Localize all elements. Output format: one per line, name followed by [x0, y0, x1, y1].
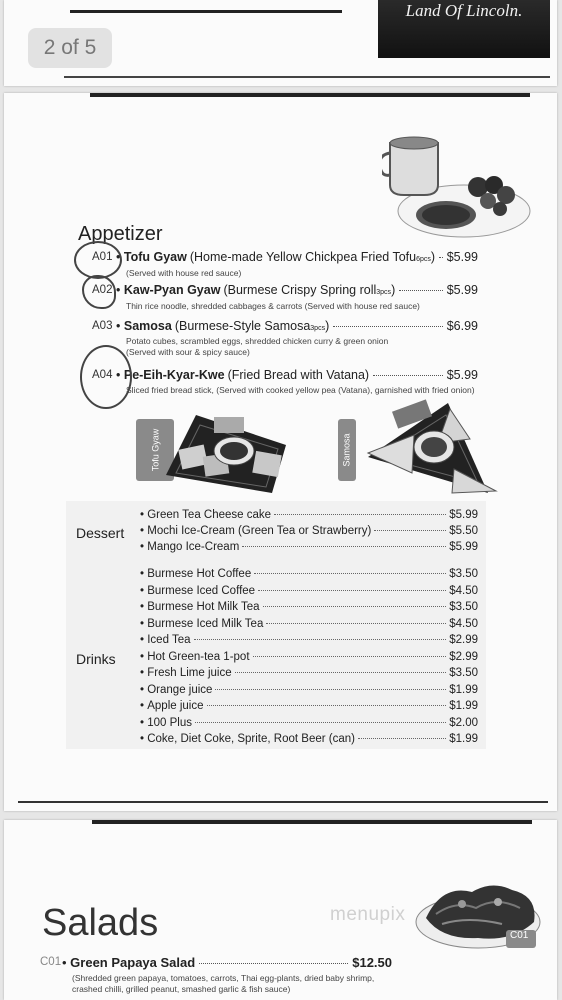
list-item: • Orange juice $1.99: [140, 683, 478, 696]
item-note: Potato cubes, scrambled eggs, shredded chicken curry & green onion: [126, 336, 389, 346]
list-item: • 100 Plus $2.00: [140, 716, 478, 729]
menupix-watermark: menupix: [330, 904, 406, 925]
list-item: • Apple juice $1.99: [140, 700, 478, 712]
appetizer-title: Appetizer: [78, 223, 163, 245]
menu-item-kaw-pyan-gyaw: • Kaw-Pyan Gyaw (Burmese Crispy Spring roll $_{3pcs}$ ) $5.99: [116, 283, 478, 297]
list-item-price: $2.99: [449, 634, 478, 646]
sheet-edge: [64, 76, 550, 78]
samosa-photo: [358, 399, 502, 499]
list-item: • Burmese Iced Milk Tea $4.50: [140, 617, 478, 630]
list-item-name: Apple juice: [147, 700, 204, 712]
list-item-name: Orange juice: [147, 683, 213, 696]
list-item: • Hot Green-tea 1-pot $2.99: [140, 650, 478, 663]
item-name: Samosa: [123, 319, 172, 333]
salads-title: Salads: [42, 902, 159, 944]
photo-label-tofu-gyaw: Tofu Gyaw: [136, 419, 174, 481]
item-close: ): [430, 250, 436, 264]
item-note: Thin rice noodle, shredded cabbages & carrots (Served with house red sauce): [126, 301, 420, 311]
item-code: A03: [92, 320, 113, 332]
item-note-2: crashed chilli, grilled peanut, smashed garlic & fish sauce): [72, 984, 291, 994]
item-price: $12.50: [352, 955, 392, 970]
list-item-price: $1.99: [449, 700, 478, 712]
header-sign-text: Land Of Lincoln.: [405, 1, 523, 20]
pencil-circle-mark: [80, 345, 132, 409]
item-name: Tofu Gyaw: [123, 250, 187, 264]
item-code: C01: [40, 956, 62, 968]
item-desc: (Burmese Crispy Spring roll: [223, 283, 377, 297]
menu-page-3: [4, 820, 557, 1000]
list-item-price: $3.50: [449, 601, 478, 613]
list-item-name: Mango Ice-Cream: [147, 541, 240, 553]
item-desc: (Burmese-Style Samosa: [174, 319, 311, 333]
photo-label-samosa: Samosa: [338, 419, 356, 481]
item-note-2: (Served with sour & spicy sauce): [126, 347, 250, 357]
salad-photo-code: C01: [510, 930, 529, 941]
item-name: Kaw-Pyan Gyaw: [123, 283, 221, 297]
item-note: Sliced fried bread stick, (Served with cooked yellow pea (Vatana), garnished with fried onion): [126, 385, 475, 395]
list-item: • Burmese Iced Coffee $4.50: [140, 584, 478, 597]
item-code: A01: [92, 251, 113, 263]
list-item-price: $3.50: [449, 568, 478, 580]
menu-item-pe-eih-kyar-kwe: • Pe-Eih-Kyar-Kwe (Fried Bread with Vatana) $5.99: [116, 368, 478, 382]
list-item-price: $3.50: [449, 667, 478, 679]
list-item-price: $5.50: [449, 525, 478, 537]
item-note: (Shredded green papaya, tomatoes, carrots, Thai egg-plants, dried baby shrimp,: [72, 973, 375, 983]
list-item-name: Burmese Hot Milk Tea: [147, 601, 260, 613]
item-name: Green Papaya Salad: [70, 955, 196, 970]
list-item: • Iced Tea $2.99: [140, 634, 478, 646]
list-item-name: Fresh Lime juice: [147, 667, 232, 679]
item-desc: (Home-made Yellow Chickpea Fried Tofu: [189, 250, 417, 264]
menu-item-samosa: • Samosa (Burmese-Style Samosa $_{3pcs}$ ) $6.99: [116, 319, 478, 333]
page-counter-text: 2 of 5: [43, 36, 97, 59]
list-item-price: $4.50: [449, 617, 478, 630]
list-item-name: Hot Green-tea 1-pot: [147, 650, 250, 663]
list-item-name: Iced Tea: [147, 634, 191, 646]
list-item-price: $1.99: [449, 683, 478, 696]
list-item-name: Mochi Ice-Cream (Green Tea or Strawberry): [147, 525, 372, 537]
green-papaya-salad-photo: [412, 878, 546, 954]
list-item: • Fresh Lime juice $3.50: [140, 667, 478, 679]
page-top-rule: [92, 820, 532, 824]
list-item: • Green Tea Cheese cake $5.99: [140, 509, 478, 521]
item-qty: 3pcs: [376, 289, 392, 296]
item-qty: 6pcs: [416, 256, 431, 263]
list-item-price: $2.99: [449, 650, 478, 663]
list-item-name: Green Tea Cheese cake: [147, 509, 272, 521]
list-item: • Mango Ice-Cream $5.99: [140, 541, 478, 553]
list-item-price: $1.99: [449, 733, 478, 745]
pencil-circle-mark: [74, 241, 122, 279]
pencil-circle-mark: [82, 275, 116, 309]
item-price: $6.99: [446, 319, 478, 333]
item-price: $5.99: [446, 368, 478, 382]
list-item-price: $4.50: [449, 584, 478, 597]
drinks-label: Drinks: [76, 651, 116, 667]
item-name: Pe-Eih-Kyar-Kwe: [123, 368, 225, 382]
item-desc: (Fried Bread with Vatana): [227, 368, 370, 382]
dessert-label: Dessert: [76, 525, 125, 541]
header-rule: [70, 10, 342, 13]
list-item-name: Coke, Diet Coke, Sprite, Root Beer (can): [147, 733, 355, 745]
header-sign: [378, 0, 550, 58]
list-item-price: $5.99: [449, 541, 478, 553]
list-item-name: Burmese Iced Milk Tea: [147, 617, 264, 630]
item-code: A04: [92, 369, 113, 381]
list-item-name: Burmese Iced Coffee: [147, 584, 256, 597]
item-price: $5.99: [446, 250, 478, 264]
item-qty: 3pcs: [310, 325, 326, 332]
list-item-name: Burmese Hot Coffee: [147, 568, 252, 580]
page-bottom-rule: [18, 801, 548, 803]
list-item: • Mochi Ice-Cream (Green Tea or Strawberry) $5.50: [140, 525, 478, 537]
list-item: • Burmese Hot Coffee $3.50: [140, 568, 478, 580]
menu-page-2: [4, 93, 557, 811]
item-note: (Served with house red sauce): [126, 268, 242, 278]
list-item: • Burmese Hot Milk Tea $3.50: [140, 601, 478, 613]
page-top-rule: [90, 93, 530, 97]
tea-snack-photo: [382, 129, 532, 241]
list-item-price: $2.00: [449, 716, 478, 729]
page-counter: [28, 28, 112, 68]
item-close: ): [325, 319, 330, 333]
item-price: $5.99: [446, 283, 478, 297]
item-close: ): [391, 283, 396, 297]
menu-item-tofu-gyaw: • Tofu Gyaw (Home-made Yellow Chickpea Fried Tofu $_{6pcs}$ ) $5.99: [116, 250, 478, 264]
list-item-price: $5.99: [449, 509, 478, 521]
list-item-name: 100 Plus: [147, 716, 192, 729]
item-code: A02: [92, 284, 113, 296]
menu-item-green-papaya-salad: • Green Papaya Salad $12.50: [62, 955, 392, 970]
tofu-gyaw-photo: [160, 405, 302, 497]
list-item: • Coke, Diet Coke, Sprite, Root Beer (can) $1.99: [140, 733, 478, 745]
